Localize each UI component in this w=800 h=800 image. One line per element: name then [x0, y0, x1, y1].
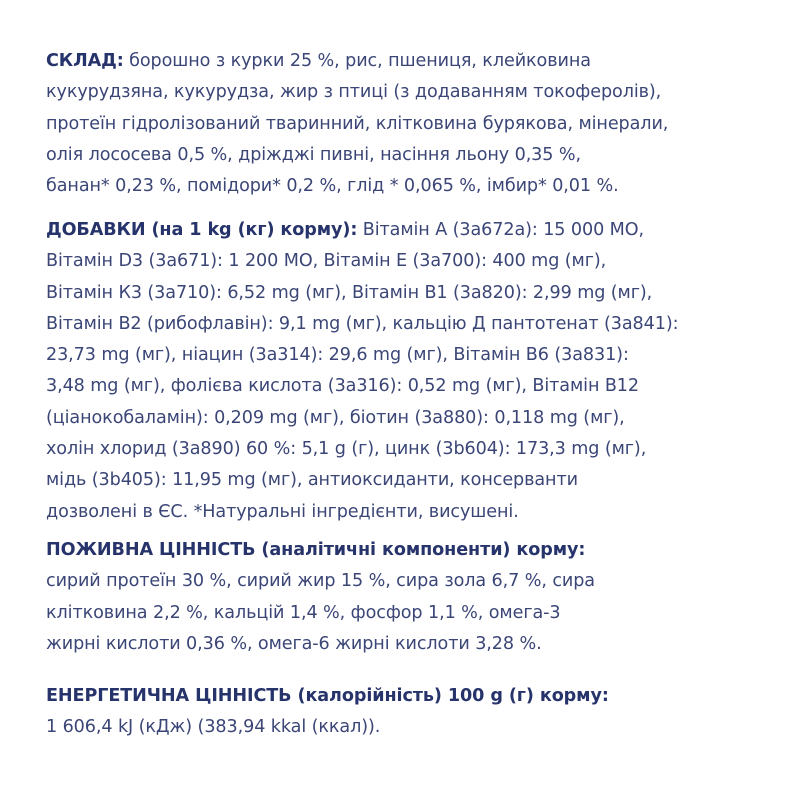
additives-line: Вітамін К3 (3a710): 6,52 mg (мг), Вітамін В1 (3a820): 2,99 mg (мг),	[46, 282, 653, 303]
additives-line: 3,48 mg (мг), фолієва кислота (3a316): 0,52 mg (мг), Вітамін В12	[46, 376, 639, 397]
composition-line: протеїн гідролізований тваринний, клітковина бурякова, мінерали,	[46, 113, 669, 134]
additives-section	[46, 215, 786, 528]
nutrition-line: жирні кислоти 0,36 %, омега-6 жирні кислоти 3,28 %.	[46, 633, 542, 654]
additives-line: 23,73 mg (мг), ніацин (3a314): 29,6 mg (мг), Вітамін В6 (3a831):	[46, 345, 629, 366]
nutrition-line: сирий протеїн 30 %, сирий жир 15 %, сира зола 6,7 %, сира	[46, 571, 595, 592]
energy-heading: ЕНЕРГЕТИЧНА ЦІННІСТЬ (калорійність) 100 g (г) корму:	[46, 686, 609, 706]
nutrition-line: клітковина 2,2 %, кальцій 1,4 %, фосфор 1,1 %, омега-3	[46, 602, 561, 623]
composition-section	[46, 46, 786, 202]
additives-line: Вітамін В2 (рибофлавін): 9,1 mg (мг), кальцію Д пантотенат (3a841):	[46, 313, 679, 334]
composition-line: банан* 0,23 %, помідори* 0,2 %, глід * 0,065 %, імбир* 0,01 %.	[46, 176, 619, 197]
energy-section	[46, 681, 786, 744]
composition-text: борошно з курки 25 %, рис, пшениця, клейковина	[123, 51, 591, 71]
nutrition-section	[46, 535, 786, 660]
composition-line	[46, 46, 786, 77]
additives-text: Вітамін A (3a672a): 15 000 МО,	[357, 220, 644, 240]
additives-line: мідь (3b405): 11,95 mg (мг), антиоксиданти, консерванти	[46, 470, 578, 491]
additives-heading: ДОБАВКИ (на 1 kg (кг) корму):	[46, 220, 358, 240]
energy-line: 1 606,4 kJ (кДж) (383,94 kkal (ккал)).	[46, 717, 381, 738]
additives-line: (ціанокобаламін): 0,209 mg (мг), біотин (3a880): 0,118 mg (мг),	[46, 407, 625, 428]
composition-line: олія лососева 0,5 %, дріжджі пивні, насіння льону 0,35 %,	[46, 144, 581, 165]
additives-line	[46, 215, 786, 246]
composition-heading: СКЛАД:	[46, 51, 124, 71]
additives-line: холін хлорид (3a890) 60 %: 5,1 g (г), цинк (3b604): 173,3 mg (мг),	[46, 439, 647, 460]
additives-line: дозволені в ЄС. *Натуральні інгредієнти, висушені.	[46, 501, 519, 522]
nutrition-heading: ПОЖИВНА ЦІННІСТЬ (аналітичні компоненти) корму:	[46, 540, 586, 560]
composition-line: кукурудзяна, кукурудза, жир з птиці (з додаванням токоферолів),	[46, 82, 662, 103]
additives-line: Вітамін D3 (3a671): 1 200 МО, Вітамін Е (3a700): 400 mg (мг),	[46, 251, 607, 272]
